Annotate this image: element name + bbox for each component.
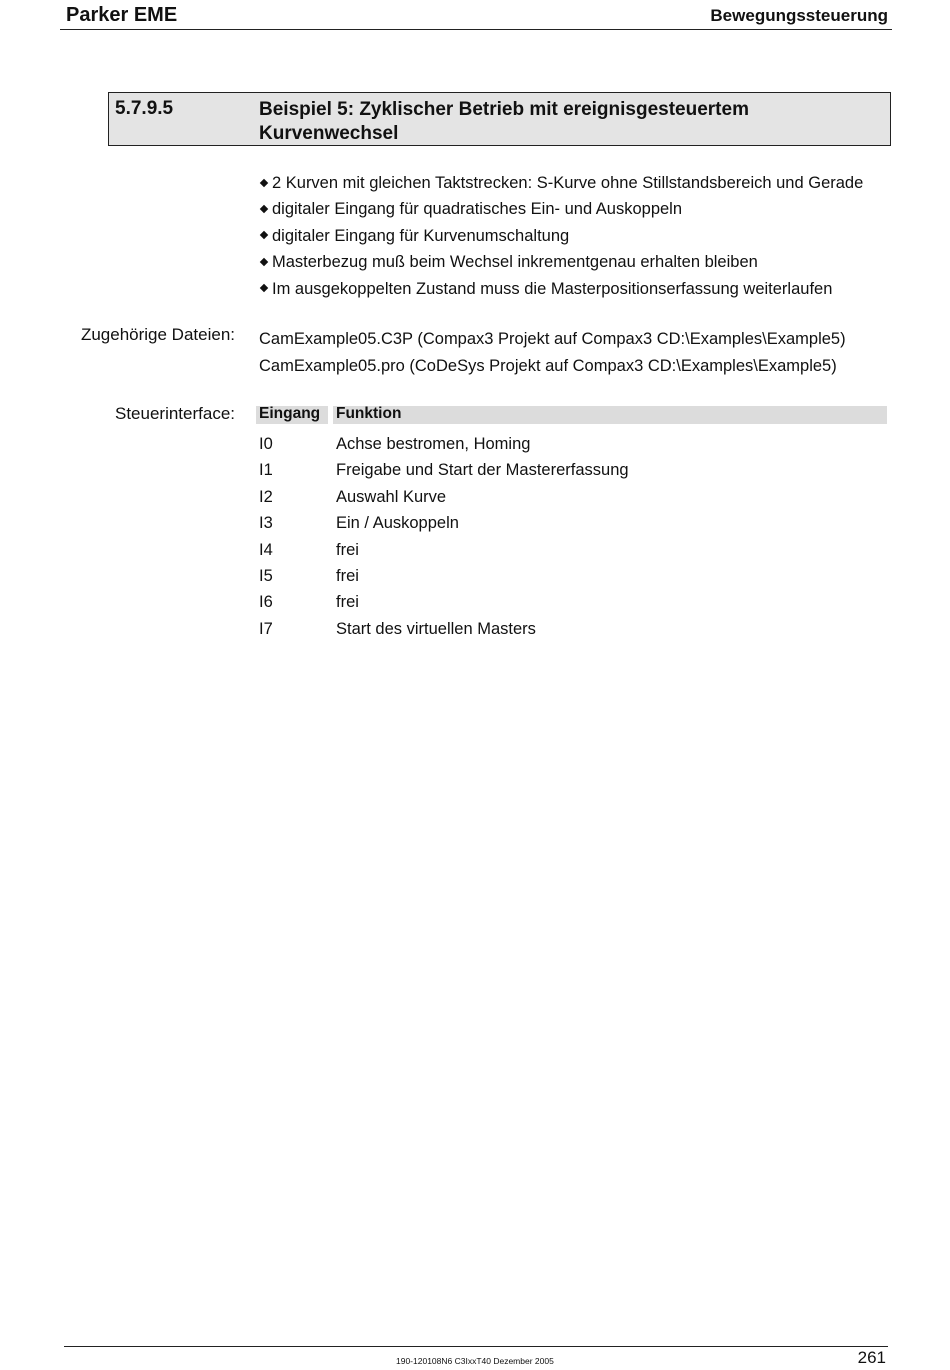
list-item: Im ausgekoppelten Zustand muss die Masterpositionserfassung weiterlaufen: [259, 276, 863, 302]
file-entry: CamExample05.pro (CoDeSys Projekt auf Compax3 CD:\Examples\Example5): [259, 357, 837, 375]
header-divider: [60, 29, 892, 30]
interface-label: Steuerinterface:: [114, 404, 235, 423]
list-item: 2 Kurven mit gleichen Taktstrecken: S-Kurve ohne Stillstandsbereich und Gerade: [259, 170, 863, 196]
files-label: Zugehörige Dateien:: [80, 325, 235, 344]
list-item: digitaler Eingang für quadratisches Ein- und Auskoppeln: [259, 196, 863, 222]
section-title: Beispiel 5: Zyklischer Betrieb mit ereignisgesteuertem Kurvenwechsel: [259, 99, 749, 144]
diamond-bullet-icon: [260, 284, 268, 292]
diamond-bullet-icon: [260, 231, 268, 239]
header-chapter: Bewegungssteuerung: [710, 6, 888, 25]
section-number: 5.7.9.5: [115, 98, 174, 119]
column-header-input: Eingang: [259, 405, 321, 422]
list-item: digitaler Eingang für Kurvenumschaltung: [259, 223, 863, 249]
header-brand: Parker EME: [66, 4, 178, 26]
section-heading-box: [108, 92, 891, 146]
page-number: 261: [857, 1348, 886, 1367]
file-entry: CamExample05.C3P (Compax3 Projekt auf Compax3 CD:\Examples\Example5): [259, 330, 846, 348]
files-list: [259, 326, 846, 380]
list-item: Masterbezug muß beim Wechsel inkrementgenau erhalten bleiben: [259, 249, 863, 275]
diamond-bullet-icon: [260, 178, 268, 186]
diamond-bullet-icon: [260, 258, 268, 266]
table-header-cell-bg: [333, 406, 887, 424]
column-header-function: Funktion: [336, 405, 402, 422]
footer-divider: [64, 1346, 888, 1347]
footer-doc-id: 190-120108N6 C3IxxT40 Dezember 2005: [396, 1356, 554, 1366]
diamond-bullet-icon: [260, 205, 268, 213]
bullet-list: [259, 170, 863, 302]
